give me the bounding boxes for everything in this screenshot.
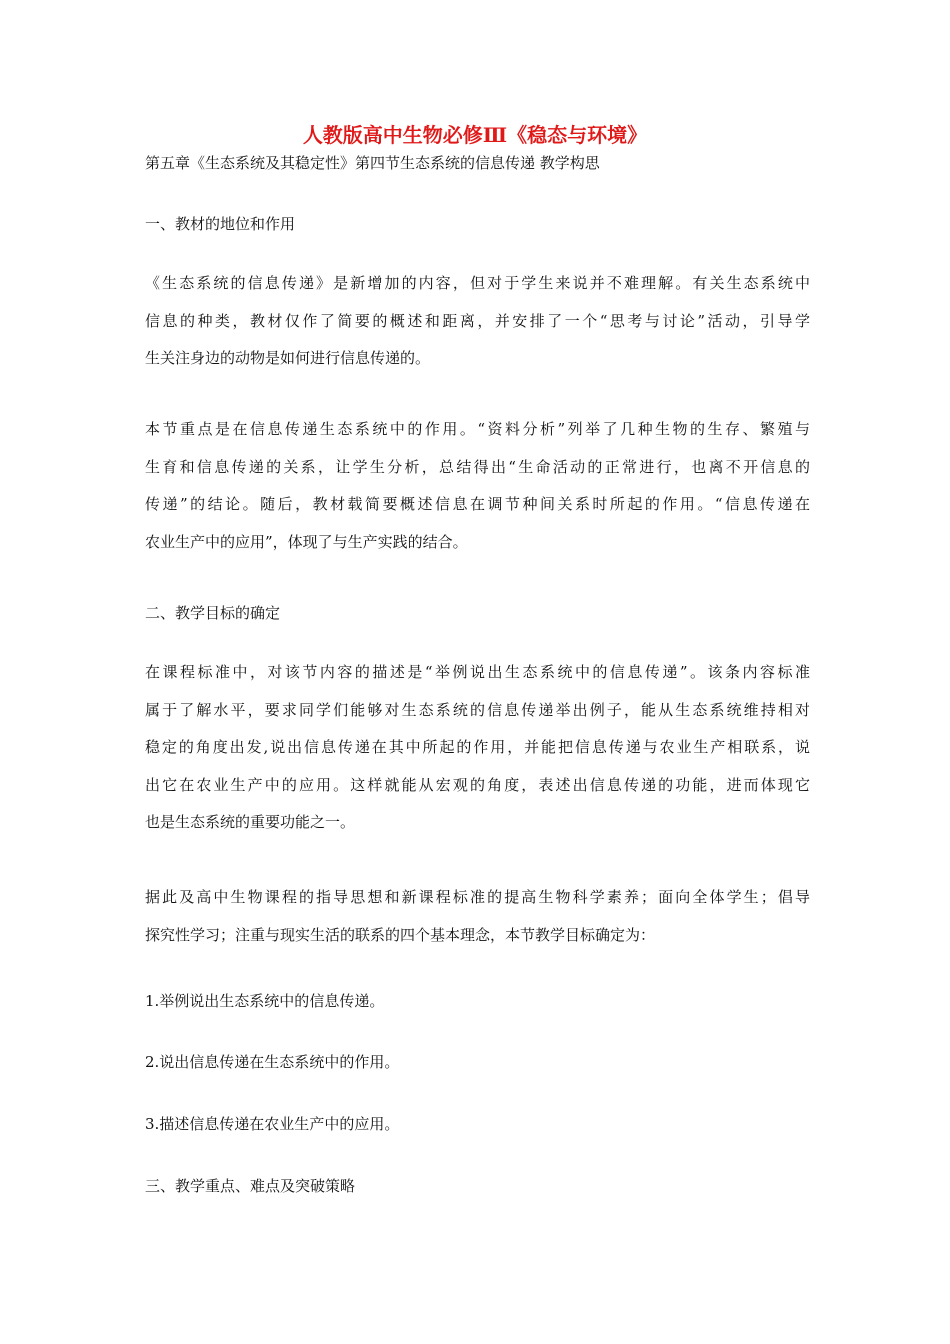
paragraph-line: 生关注身边的动物是如何进行信息传递的。	[145, 349, 431, 367]
paragraph-line: 生育和信息传递的关系，让学生分析，总结得出“生命活动的正常进行，也离不开信息的	[145, 457, 810, 476]
goal-item-2: 2.说出信息传递在生态系统中的作用。	[145, 1053, 400, 1071]
section-heading-3: 三、教学重点、难点及突破策略	[145, 1177, 356, 1195]
paragraph-line: 探究性学习；注重与现实生活的联系的四个基本理念，本节教学目标确定为：	[145, 925, 656, 944]
section-heading-1: 一、教材的地位和作用	[145, 215, 296, 233]
paragraph-line: 属于了解水平，要求同学们能够对生态系统的信息传递举出例子，能从生态系统维持相对	[145, 700, 810, 719]
paragraph-line: 农业生产中的应用”，体现了与生产实践的结合。	[145, 532, 468, 551]
paragraph-line: 稳定的角度出发,说出信息传递在其中所起的作用，并能把信息传递与农业生产相联系，说	[145, 738, 810, 756]
document-title: 人教版高中生物必修Ⅲ《稳态与环境》	[302, 123, 648, 147]
goal-item-1: 1.举例说出生态系统中的信息传递。	[145, 992, 385, 1010]
paragraph-goal-basis	[145, 879, 810, 954]
paragraph-role-of-material	[145, 265, 810, 378]
paragraph-line: 《生态系统的信息传递》是新增加的内容，但对于学生来说并不难理解。有关生态系统中	[145, 274, 810, 292]
paragraph-line: 本节重点是在信息传递生态系统中的作用。“资料分析”列举了几种生物的生存、繁殖与	[145, 420, 810, 438]
paragraph-curriculum-standard	[145, 654, 810, 842]
paragraph-line: 出它在农业生产中的应用。这样就能从宏观的角度，表述出信息传递的功能，进而体现它	[145, 775, 810, 794]
document-subtitle: 第五章《生态系统及其稳定性》第四节生态系统的信息传递 教学构思	[145, 154, 600, 172]
paragraph-line: 据此及高中生物课程的指导思想和新课程标准的提高生物科学素养；面向全体学生；倡导	[145, 888, 810, 906]
section-heading-2: 二、教学目标的确定	[145, 604, 281, 622]
paragraph-line: 在课程标准中，对该节内容的描述是“举例说出生态系统中的信息传递”。该条内容标准	[145, 663, 810, 681]
paragraph-line: 信息的种类，教材仅作了简要的概述和距离，并安排了一个“思考与讨论”活动，引导学	[145, 311, 810, 330]
goal-item-3: 3.描述信息传递在农业生产中的应用。	[145, 1115, 400, 1133]
paragraph-key-points	[145, 411, 810, 561]
paragraph-line: 传递”的结论。随后，教材载简要概述信息在调节种间关系时所起的作用。“信息传递在	[145, 495, 810, 513]
paragraph-line: 也是生态系统的重要功能之一。	[145, 813, 356, 831]
